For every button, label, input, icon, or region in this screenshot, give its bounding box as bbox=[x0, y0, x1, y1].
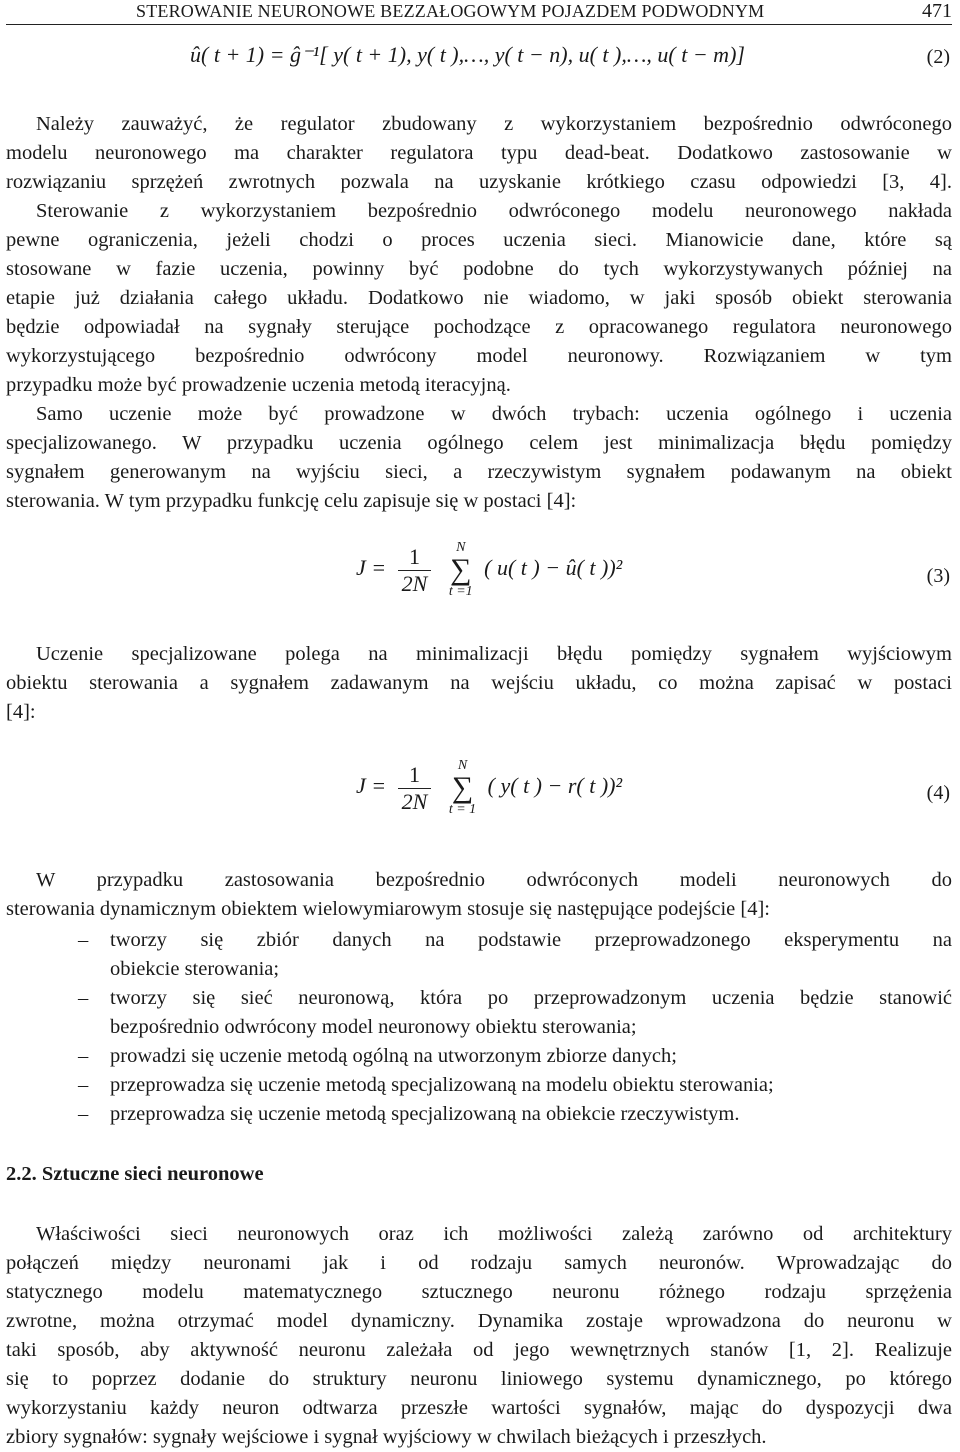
para2-line: specjalizowanego. W przypadku uczenia ogólnego celem jest minimalizacja błędu pomiędzy bbox=[6, 432, 952, 454]
para1-line: modelu neuronowego ma charakter regulatora typu dead-beat. Dodatkowo zastosowanie w bbox=[6, 142, 952, 164]
equation-3-fraction bbox=[398, 544, 432, 597]
list-item bbox=[6, 1042, 952, 1071]
para1-line: będzie odpowiadał na sygnały sterujące pochodzące z opracowanego regulatora neuronowego bbox=[6, 316, 952, 338]
para5-line: statycznego modelu matematycznego sztucznego neuronu różnego rodzaju sprzężenia bbox=[6, 1281, 952, 1303]
para5-line: zbiory sygnałów: sygnały wejściowe i sygnał wyjściowy w chwilach bieżących i przeszłych. bbox=[6, 1426, 767, 1448]
equation-4-denominator: 2N bbox=[401, 788, 428, 814]
paragraph-5 bbox=[6, 1220, 952, 1452]
equation-3-sum-upper: N bbox=[456, 540, 466, 555]
equation-3 bbox=[356, 540, 622, 600]
para3-line: obiektu sterowania a sygnałem zadawanym na wejściu układu, co można zapisać w postaci bbox=[6, 672, 952, 694]
paragraph-4 bbox=[6, 866, 952, 924]
para4-line: sterowania dynamicznym obiektem wielowymiarowym stosuje się następujące podejście [4]: bbox=[6, 898, 770, 920]
paragraph-1 bbox=[6, 110, 952, 400]
para2-line: Samo uczenie może być prowadzone w dwóch trybach: uczenia ogólnego i uczenia bbox=[36, 403, 952, 425]
equation-3-label: (3) bbox=[926, 565, 950, 587]
para5-line: się to poprzez dodanie do struktury neuronu liniowego systemu dynamicznego, po którego bbox=[6, 1368, 952, 1390]
approach-list bbox=[6, 926, 952, 1129]
equation-4-sum bbox=[449, 758, 476, 818]
para1-line: przypadku może być prowadzenie uczenia metodą iteracyjną. bbox=[6, 374, 511, 396]
equation-3-numerator: 1 bbox=[398, 544, 432, 571]
para3-line: [4]: bbox=[6, 701, 36, 723]
list-item-line: przeprowadza się uczenie metodą specjalizowaną na obiekcie rzeczywistym. bbox=[110, 1103, 740, 1125]
equation-3-sum-lower: t =1 bbox=[448, 584, 473, 599]
summation-icon: ∑ bbox=[451, 771, 474, 804]
equation-3-denominator: 2N bbox=[401, 570, 428, 596]
para1-line: Należy zauważyć, że regulator zbudowany z wykorzystaniem bezpośrednio odwróconego bbox=[36, 113, 952, 135]
dash-bullet-icon: – bbox=[78, 1045, 89, 1067]
list-item-line: tworzy się sieć neuronową, która po przeprowadzonym uczenia będzie stanowić bbox=[110, 987, 952, 1009]
para2-line: sterowania. W tym przypadku funkcję celu zapisuje się w postaci [4]: bbox=[6, 490, 577, 512]
equation-4-lhs: J = bbox=[356, 773, 387, 799]
para5-line: Właściwości sieci neuronowych oraz ich możliwości zależą zarówno od architektury bbox=[36, 1223, 952, 1245]
equation-3-body: ( u( t ) − û( t ))² bbox=[484, 555, 623, 581]
equation-3-lhs: J = bbox=[356, 555, 387, 581]
para5-line: taki sposób, aby aktywność neuronu zależała od jego wewnętrznych stanów [1, 2]. Realizuje bbox=[6, 1339, 952, 1361]
list-item-line: bezpośrednio odwrócony model neuronowy obiektu sterowania; bbox=[110, 1016, 637, 1038]
para2-line: sygnałem generowanym na wyjściu sieci, a rzeczywistym sygnałem podawanym na obiekt bbox=[6, 461, 952, 483]
list-item bbox=[6, 926, 952, 984]
equation-2-label: (2) bbox=[926, 46, 950, 68]
dash-bullet-icon: – bbox=[78, 929, 89, 951]
list-item-line: tworzy się zbiór danych na podstawie przeprowadzonego eksperymentu na bbox=[110, 929, 952, 951]
equation-2-formula: û( t + 1) = ĝ⁻¹[ y( t + 1), y( t ),…, y( t − n), u( t ),…, u( t − m)] bbox=[190, 42, 745, 67]
para1-line: etapie już działania całego układu. Dodatkowo nie wiadomo, w jaki sposób obiekt sterowania bbox=[6, 287, 952, 309]
para5-line: zwrotne, można otrzymać model dynamiczny. Dynamika zostaje wprowadzona do neuronu w bbox=[6, 1310, 952, 1332]
summation-icon: ∑ bbox=[450, 553, 472, 586]
dash-bullet-icon: – bbox=[78, 1103, 89, 1125]
equation-4-body: ( y( t ) − r( t ))² bbox=[487, 773, 623, 799]
page-number: 471 bbox=[922, 0, 952, 22]
equation-4-fraction bbox=[398, 762, 432, 815]
list-item bbox=[6, 1071, 952, 1100]
list-item-line: przeprowadza się uczenie metodą specjalizowaną na modelu obiektu sterowania; bbox=[110, 1074, 774, 1096]
header-title: STEROWANIE NEURONOWE BEZZAŁOGOWYM POJAZDEM PODWODNYM bbox=[136, 1, 765, 21]
para1-line: stosowane w fazie uczenia, powinny być podobne do tych wykorzystywanych później na bbox=[6, 258, 952, 280]
equation-4-label: (4) bbox=[926, 782, 950, 804]
list-item-line: prowadzi się uczenie metodą ogólną na utworzonym zbiorze danych; bbox=[110, 1045, 677, 1067]
equation-4 bbox=[356, 758, 622, 818]
list-item bbox=[6, 984, 952, 1042]
para4-line: W przypadku zastosowania bezpośrednio odwróconych modeli neuronowych do bbox=[36, 869, 952, 891]
section-heading: 2.2. Sztuczne sieci neuronowe bbox=[6, 1163, 264, 1185]
para5-line: wykorzystaniu każdy neuron odtwarza przeszłe wartości sygnałów, mając do dyspozycji dwa bbox=[6, 1397, 952, 1419]
para1-line: rozwiązaniu sprzężeń zwrotnych pozwala na uzyskanie krótkiego czasu odpowiedzi [3, 4]. bbox=[6, 171, 952, 193]
dash-bullet-icon: – bbox=[78, 1074, 89, 1096]
para5-line: połączeń między neuronami jak i od rodzaju samych neuronów. Wprowadzając do bbox=[6, 1252, 952, 1274]
list-item-line: obiekcie sterowania; bbox=[110, 958, 280, 980]
dash-bullet-icon: – bbox=[78, 987, 89, 1009]
paragraph-2 bbox=[6, 400, 952, 516]
para1-line: pewne ograniczenia, jeżeli chodzi o proces uczenia sieci. Mianowicie dane, które są bbox=[6, 229, 952, 251]
list-item bbox=[6, 1100, 952, 1129]
equation-2 bbox=[190, 42, 745, 68]
equation-3-sum bbox=[449, 540, 473, 600]
equation-4-numerator: 1 bbox=[398, 762, 432, 789]
para1-line: wykorzystującego bezpośrednio odwrócony model neuronowy. Rozwiązaniem w tym bbox=[6, 345, 952, 367]
equation-4-sum-upper: N bbox=[457, 758, 468, 773]
para3-line: Uczenie specjalizowane polega na minimalizacji błędu pomiędzy sygnałem wyjściowym bbox=[36, 643, 952, 665]
para1-line: Sterowanie z wykorzystaniem bezpośrednio odwróconego modelu neuronowego nakłada bbox=[36, 200, 952, 222]
paragraph-3 bbox=[6, 640, 952, 727]
running-header bbox=[6, 0, 952, 25]
equation-4-sum-lower: t = 1 bbox=[448, 802, 477, 817]
